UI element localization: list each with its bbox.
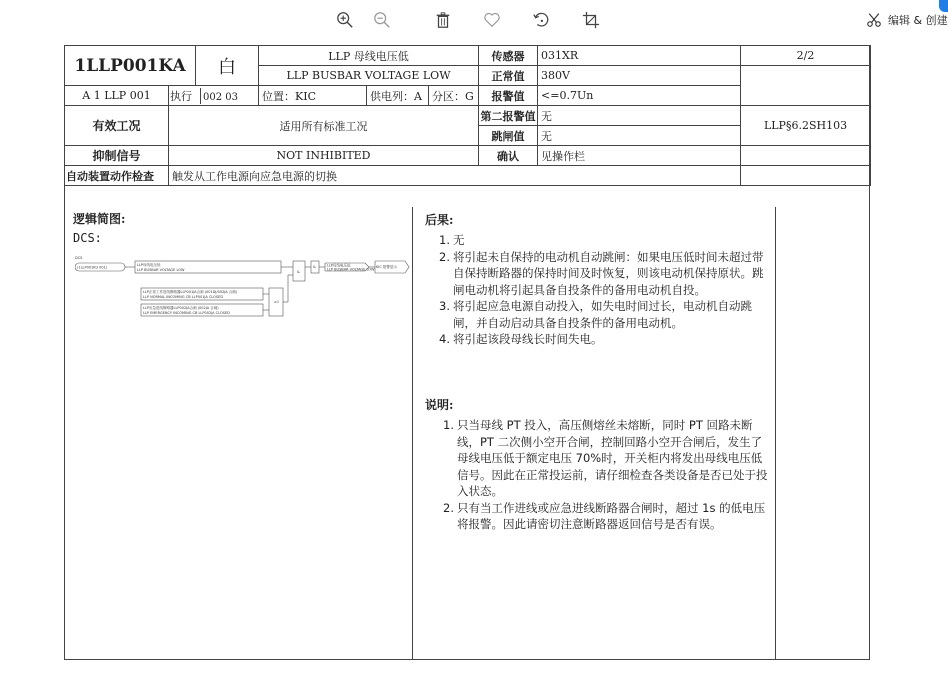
heart-icon[interactable] — [480, 8, 504, 32]
note-item: 2. 只有当工作进线或应急进线断路器合闸时，超过 1s 的低电压将报警。因此请密切注意断路器返回信号是否有误。 — [443, 500, 766, 531]
trip-value: 无 — [538, 126, 741, 146]
alarm-card-document — [64, 45, 870, 660]
notes-title: 说明: — [425, 398, 454, 412]
alarm-header-table — [64, 45, 871, 186]
zoom-out-icon[interactable] — [370, 8, 394, 32]
power-column: 供电列：A — [367, 86, 429, 106]
logic-diagram — [75, 255, 410, 335]
exec-label: 执行 — [169, 88, 201, 104]
alarm-value: <=0.7Un — [538, 86, 741, 106]
diagram-output-cn: LLP母线电压低 — [327, 263, 351, 268]
card-body — [65, 207, 869, 660]
consequence-item: 4. 将引起该段母线长时间失电。 — [439, 332, 603, 346]
diagram-box3-en: LLP EMERGENCY INCOMING CB LLP002JA CLOSED — [143, 311, 230, 315]
auto-check-value: 触发从工作电源向应急电源的切换 — [169, 166, 741, 186]
alarm-title-en: LLP BUSBAR VOLTAGE LOW — [259, 66, 479, 86]
exec-value: 002 03 — [203, 91, 238, 103]
alarm-id: A 1 LLP 001 — [65, 86, 169, 106]
reference-code: LLP§6.2SH103 — [741, 106, 871, 146]
zoom-in-icon[interactable] — [333, 8, 357, 32]
color-label: 白 — [196, 46, 259, 86]
logic-title: 逻辑简图: — [73, 212, 126, 226]
sensor-label: 传感器 — [479, 46, 538, 66]
alarm-code: 1LLP001KA — [65, 46, 196, 86]
confirm-label: 确认 — [479, 146, 538, 166]
notification-badge — [939, 0, 948, 12]
edit-create-label: 编辑 & 创建 — [888, 14, 948, 27]
consequence-item: 3. 将引起应急电源自动投入，如失电时间过长，电动机自动跳闸，并自动启动具备自投条件的备用电动机。 — [439, 299, 752, 330]
diagram-box2-en: LLP NORMAL INCOMING CB LLP001JA CLOSED — [143, 295, 224, 299]
image-viewer-toolbar — [0, 0, 948, 40]
diagram-output-en: LLP BUSBAR VOLTAGE LOW — [327, 267, 375, 272]
location: 位置：KIC — [259, 86, 367, 106]
auto-check-label: 自动装置动作检查 — [65, 166, 169, 186]
diagram-box3-cn: LLP应急进线断路器LLP002JA合闸 (002JA 合闸) — [143, 306, 219, 310]
trash-icon[interactable] — [431, 8, 455, 32]
valid-condition-label: 有效工况 — [65, 106, 169, 146]
sensor-value: 031XR — [538, 46, 741, 66]
notes-list — [443, 417, 771, 533]
alarm-value-label: 报警值 — [479, 86, 538, 106]
second-alarm-value: 无 — [538, 106, 741, 126]
consequence-title: 后果: — [425, 213, 454, 227]
diagram-source: (1LLP001KU 001) — [77, 265, 108, 270]
logic-section — [65, 207, 413, 659]
normal-label: 正常值 — [479, 66, 538, 86]
diagram-kic-alarm: KIC 报警显示 — [376, 265, 397, 269]
rotate-icon[interactable] — [529, 8, 553, 32]
alarm-title-cn: LLP 母线电压低 — [259, 46, 479, 66]
diagram-and-gate-1: & — [297, 270, 300, 274]
consequence-item: 1. 无 — [439, 233, 465, 247]
normal-value: 380V — [538, 66, 741, 86]
valid-condition-value: 适用所有标准工况 — [169, 106, 479, 146]
page-number: 2/2 — [741, 46, 871, 66]
zone: 分区：G — [429, 86, 479, 106]
consequence-item: 2. 将引起未自保持的电动机自动跳闸：如果电压低时间未超过带自保持断路器的保持时间及时恢复，则该电动机保持原状。跳闸电动机将引起具备自投条件的备用电动机自投。 — [439, 249, 764, 297]
second-alarm-label: 第二报警值 — [479, 106, 538, 126]
inhibit-value: NOT INHIBITED — [169, 146, 479, 166]
diagram-or-gate: ≥1 — [274, 300, 280, 304]
diagram-box1-cn: LLP母线电压低 — [137, 263, 161, 267]
diagram-dcs: DCS — [75, 256, 83, 260]
inhibit-label: 抑制信号 — [65, 146, 169, 166]
crop-icon[interactable] — [579, 8, 603, 32]
scissors-icon — [866, 12, 882, 28]
consequence-list — [439, 232, 771, 348]
note-item: 1. 只当母线 PT 投入，高压侧熔丝未熔断，同时 PT 回路未断线，PT 二次侧小空开合闸，控制回路小空开合闸后，发生了母线电压低于额定电压 70%时，开关柜内将发出母线电压低信号。因此在正常投运前，请仔细检查各类设备是否已处于投入状态。 — [443, 418, 768, 498]
trip-value-label: 跳闸值 — [479, 126, 538, 146]
edit-create-button[interactable] — [866, 10, 948, 30]
confirm-value: 见操作栏 — [538, 146, 741, 166]
consequence-section — [413, 207, 776, 659]
diagram-box2-cn: LLP正常工作进线断路器LLP001JA合闸 (001DJ/002JA 合闸) — [143, 290, 238, 294]
diagram-box1-en: LLP BUSBAR VOLTAGE LOW — [137, 268, 185, 272]
diagram-and-gate-2: & — [313, 265, 316, 269]
dcs-label: DCS: — [73, 231, 102, 245]
